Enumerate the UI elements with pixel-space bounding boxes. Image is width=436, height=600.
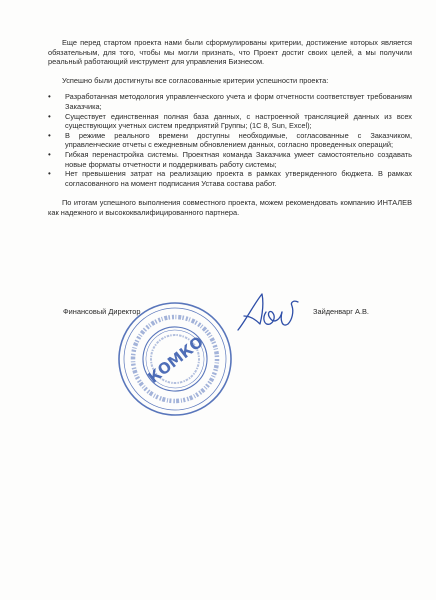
signer-name: Зайденварг А.В. [313, 307, 369, 316]
criteria-item: • Разработанная методология управленческого учета и форм отчетности соответствует требованиям Заказчика; [48, 92, 412, 111]
criteria-item: • Существует единственная полная база данных, с настроенной трансляцией данных из всех существующих учетных систем предприятий Группы; (1С 8, Sun, Excel); [48, 112, 412, 131]
intro-paragraph: Еще перед стартом проекта нами были сформулированы критерии, достижение которых является обязательным, для того, чтобы мы могли признать, что Проект достиг своих целей, а мы получили реальный работающий инструмент для управления Бизнесом. [48, 38, 412, 67]
criteria-item: • Нет превышения затрат на реализацию проекта в рамках утвержденного бюджета. В рамках согласованного на момент подписания Устава состава работ. [48, 169, 412, 188]
conclusion-paragraph: По итогам успешного выполнения совместного проекта, можем рекомендовать компанию ИНТАЛЕВ как надежного и высококвалифицированного партнера. [48, 198, 412, 217]
criteria-intro: Успешно были достигнуты все согласованные критерии успешности проекта: [62, 75, 329, 85]
criteria-item: • Гибкая перенастройка системы. Проектная команда Заказчика умеет самостоятельно создавать новые форматы отчетности и поддерживать работу системы; [48, 150, 412, 169]
company-stamp [116, 300, 234, 418]
handwritten-signature [232, 290, 302, 334]
criteria-item: • В режиме реального времени доступны необходимые, согласованные с Заказчиком, управленческие отчеты с ежедневным обновлением данных, согласно проведенных операций; [48, 131, 412, 150]
criteria-list [48, 92, 412, 188]
stamp-center-text: КОМКО [144, 332, 207, 387]
signer-position: Финансовый Директор [63, 307, 141, 316]
letter-body [48, 38, 412, 218]
